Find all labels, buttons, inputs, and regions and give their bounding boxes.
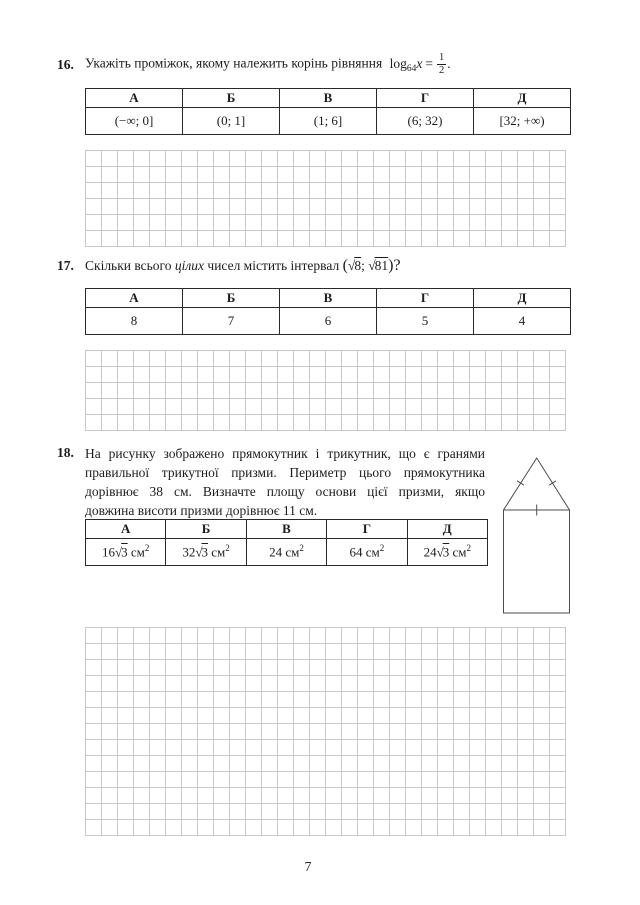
question-18-line: На рисунку зображено прямокутник і трикутник, що є гранями	[85, 446, 485, 461]
question-17-text-start: Скільки всього	[85, 258, 175, 273]
table-header-row	[86, 89, 571, 108]
question-17-emphasis: цілих	[174, 258, 205, 273]
answer-header-cell: А	[86, 89, 183, 108]
question-16-equation	[389, 52, 451, 77]
answer-option-cell: 24√3 $см^2$	[407, 539, 487, 566]
equals-sign: =	[425, 55, 433, 71]
squared-exponent: 2	[379, 543, 385, 554]
separator: ;	[361, 258, 369, 273]
question-16-number: 16.	[57, 57, 74, 72]
answer-option-cell: [32; +∞)	[474, 108, 571, 135]
close-paren: )?	[388, 257, 401, 274]
answer-header-cell: А	[86, 289, 183, 308]
answer-option-cell: 64 $см^2$	[327, 539, 407, 566]
fraction-one-half: $\frac{1}{2}$	[438, 52, 445, 77]
answer-header-cell: Г	[327, 520, 407, 539]
triangle-face	[504, 458, 570, 510]
question-17-text	[85, 257, 401, 275]
question-18-text	[85, 444, 485, 520]
radical-sign: √	[347, 258, 355, 273]
question-18-line: правильної трикутної призми. Периметр цього прямокутника	[85, 465, 485, 480]
question-17-text-end: чисел містить інтервал	[204, 258, 343, 273]
answer-header-cell: В	[280, 89, 377, 108]
radical-sign: √	[115, 544, 122, 560]
answer-header-cell: Б	[183, 289, 280, 308]
radical-sign: √	[195, 544, 202, 560]
table-header-row	[86, 520, 488, 539]
answer-header-cell: В	[280, 289, 377, 308]
radical-sign: √	[436, 544, 443, 560]
answer-option-cell: 32√3 $см^2$	[166, 539, 246, 566]
answer-header-cell: Г	[377, 289, 474, 308]
answer-option-cell: 16√3 $см^2$	[86, 539, 166, 566]
answer-header-cell: А	[86, 520, 166, 539]
log-base: 64	[406, 63, 417, 74]
log-symbol: log	[389, 55, 407, 71]
rectangle-face	[504, 510, 570, 613]
question-18-work-grid	[85, 627, 566, 836]
squared-exponent: 2	[225, 543, 230, 554]
question-16-text-body: Укажіть проміжок, якому належить корінь рівняння	[85, 55, 383, 71]
table-option-row	[86, 108, 571, 135]
page-number: 7	[304, 859, 312, 874]
question-18-number: 18.	[57, 445, 74, 460]
answer-option-cell: 7	[183, 308, 280, 335]
question-17-interval	[343, 258, 401, 273]
answer-header-cell: Б	[183, 89, 280, 108]
question-16-work-grid	[85, 150, 566, 247]
radicand-8: 8	[354, 258, 362, 273]
tick-mark-right-side	[549, 481, 556, 485]
squared-exponent: 2	[299, 543, 304, 554]
radical-sign: √	[368, 258, 375, 273]
answer-header-cell: Б	[166, 520, 246, 539]
answer-option-cell: (0; 1]	[183, 108, 280, 135]
period: .	[447, 55, 451, 71]
squared-exponent: 2	[466, 543, 471, 554]
answer-option-cell: 8	[86, 308, 183, 335]
question-17-work-grid	[85, 350, 566, 431]
answer-header-cell: Д	[407, 520, 487, 539]
answer-header-cell: Д	[474, 289, 571, 308]
answer-header-cell: Г	[377, 89, 474, 108]
question-17-answer-table	[85, 288, 571, 335]
answer-option-cell: 6	[280, 308, 377, 335]
answer-option-cell: (−∞; 0]	[86, 108, 183, 135]
variable-x: x	[416, 55, 423, 71]
table-header-row	[86, 289, 571, 308]
answer-header-cell: Д	[474, 89, 571, 108]
squared-exponent: 2	[144, 543, 150, 554]
prism-figure	[503, 450, 571, 615]
question-16-answer-table	[85, 88, 571, 135]
answer-option-cell: (1; 6]	[280, 108, 377, 135]
answer-header-cell: В	[246, 520, 326, 539]
answer-option-cell: 4	[474, 308, 571, 335]
answer-option-cell: (6; 32)	[377, 108, 474, 135]
question-18-answer-table	[85, 519, 488, 566]
open-paren: (	[342, 257, 348, 274]
question-18-line: довжина висоти призми дорівнює 11 см.	[85, 503, 318, 518]
answer-option-cell: 24 $см^2$	[246, 539, 326, 566]
table-option-row	[86, 308, 571, 335]
question-17-number: 17.	[57, 258, 74, 273]
tick-mark-left-side	[517, 481, 524, 485]
question-16-text	[85, 52, 451, 77]
table-option-row	[86, 539, 488, 566]
question-18-line: дорівнює 38 см. Визначте площу основи цієї призми, якщо	[85, 484, 485, 499]
radicand-81: 81	[374, 258, 389, 273]
answer-option-cell: 5	[377, 308, 474, 335]
